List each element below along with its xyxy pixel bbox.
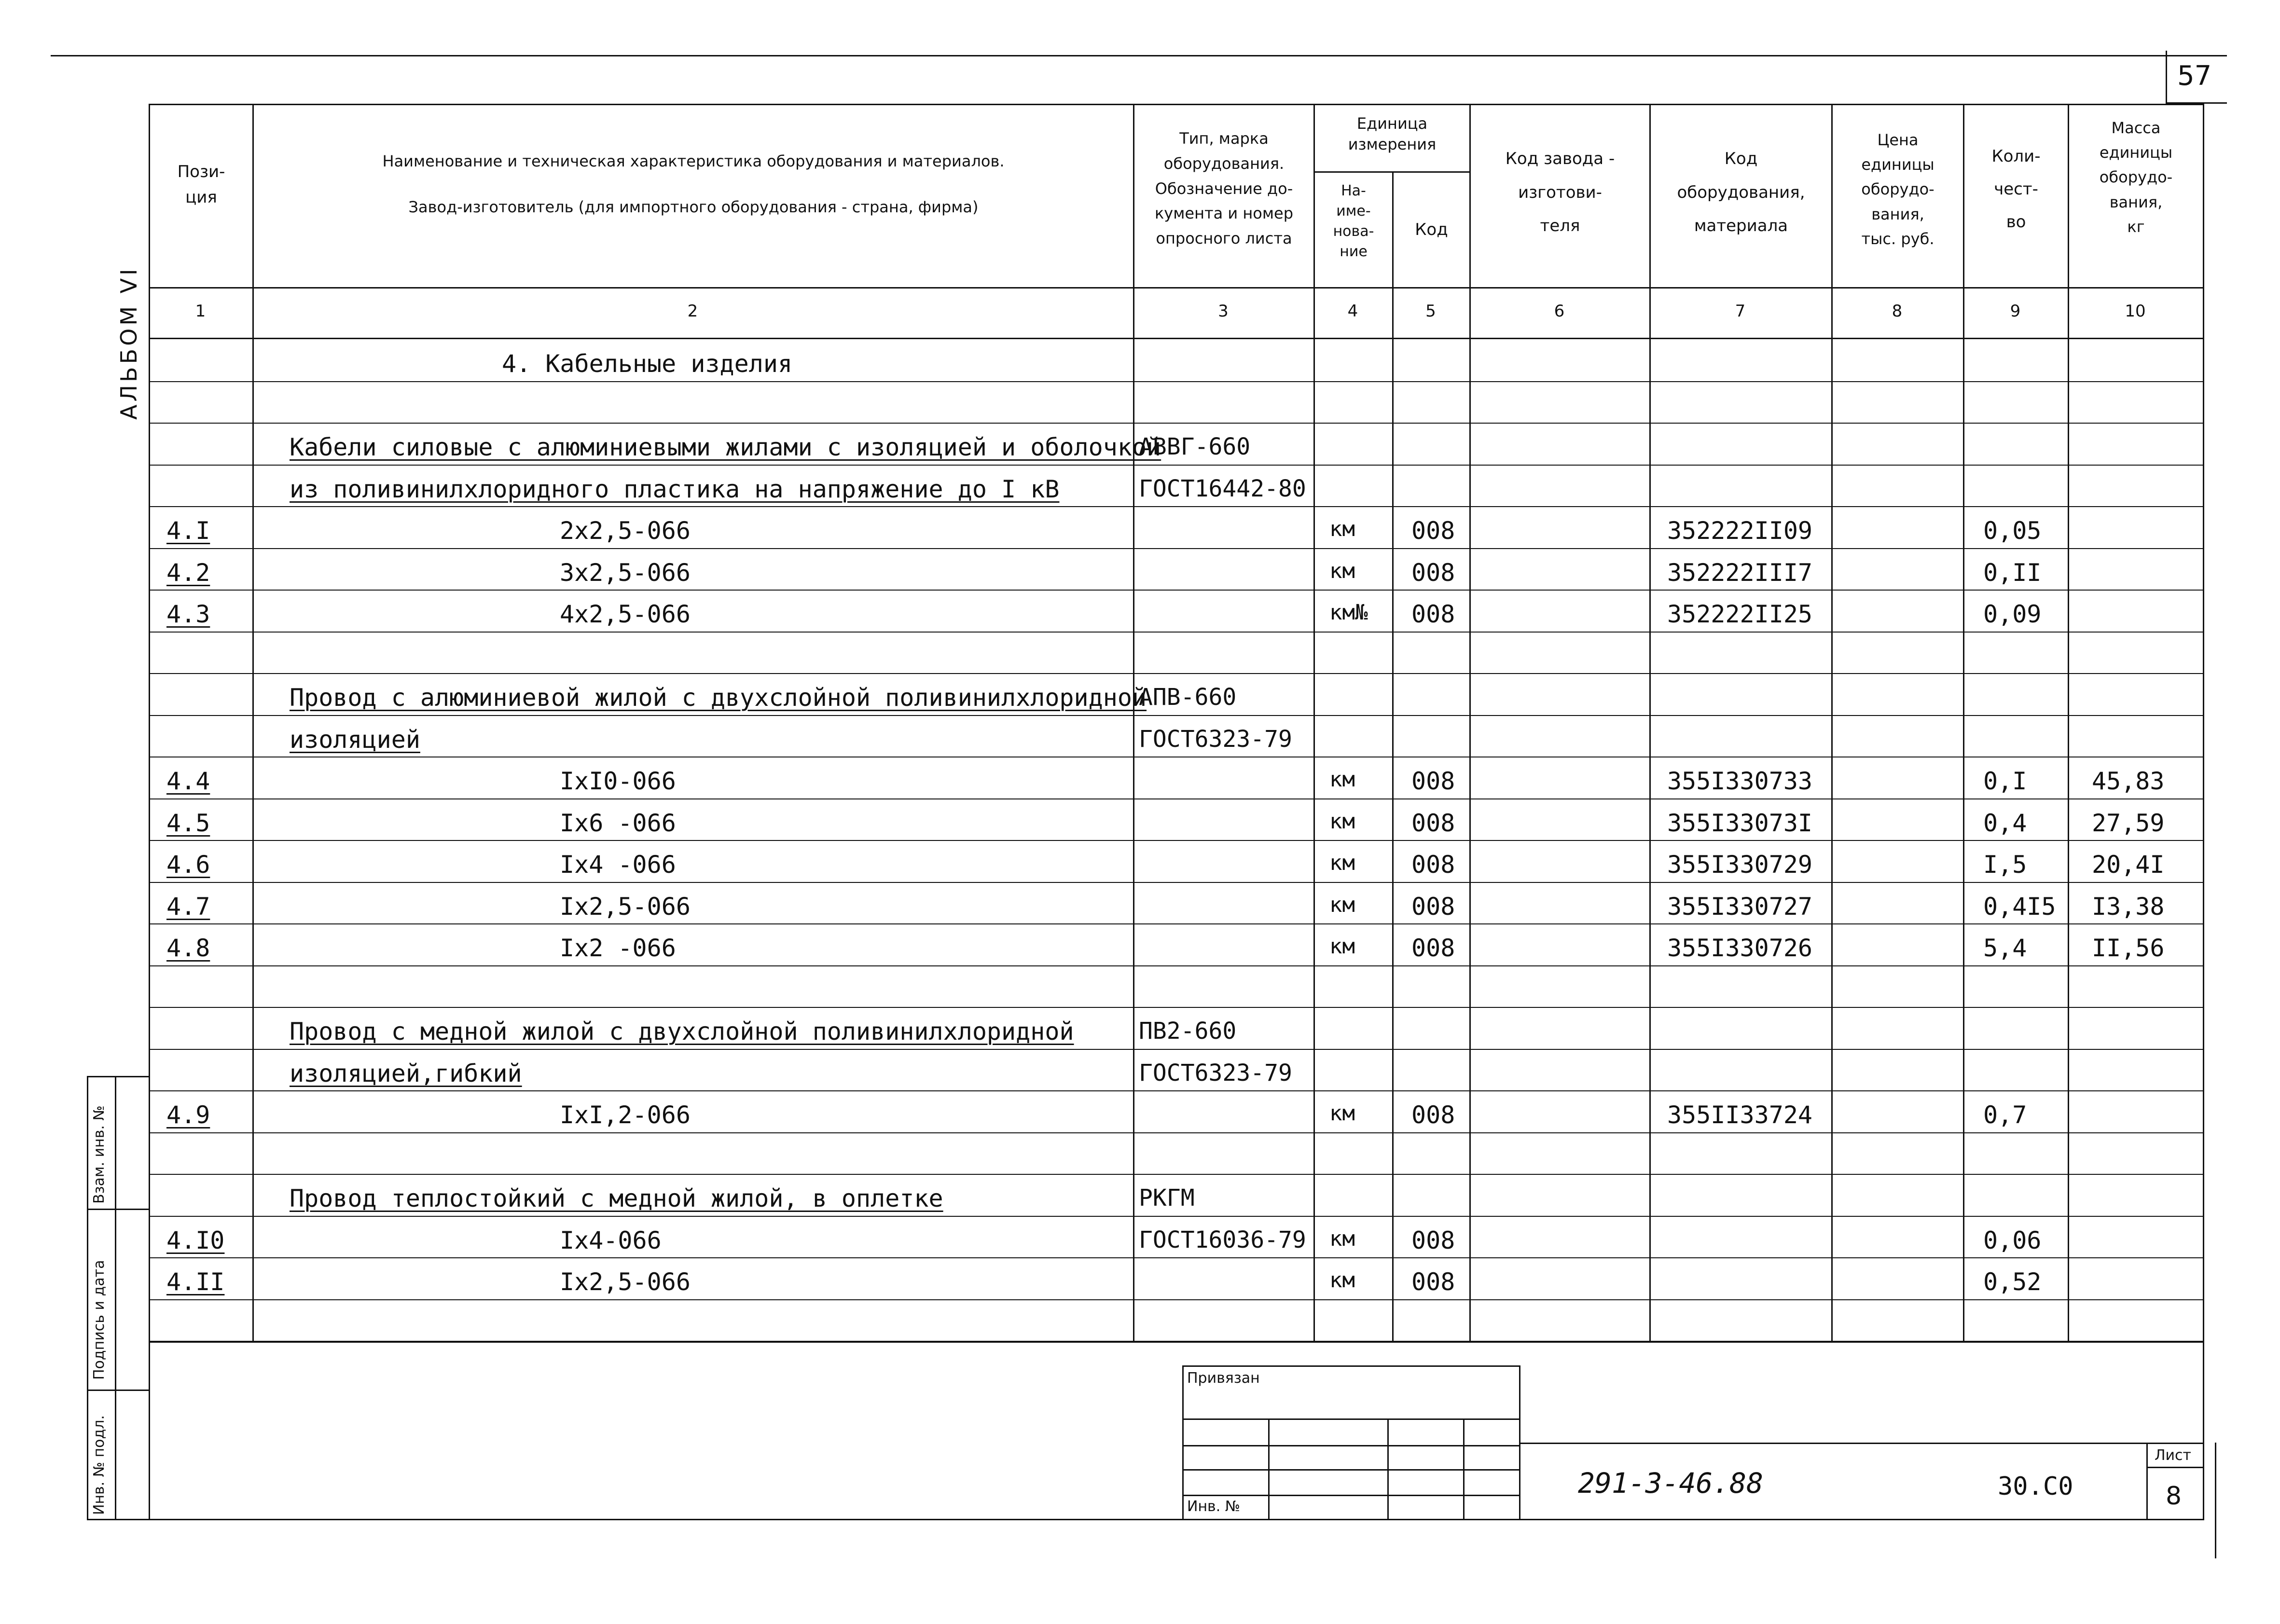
row-name: 3x2,5-066 [560,559,691,587]
row-rule [149,1216,2204,1217]
row-position: 4.2 [166,559,210,587]
page-bottom-rule [149,1519,2204,1520]
row-name: изоляцией,гибкий [290,1060,522,1087]
row-type: ГОСТ16442-80 [1139,475,1306,502]
row-position: 4.9 [166,1101,210,1129]
row-quantity: 0,05 [1983,517,2042,545]
header-type: Тип, марка оборудования. Обозначение до- кумента и номер опросного листа [1154,129,1294,248]
row-unit: км№ [1329,600,1368,625]
row-rule [149,965,2204,966]
margin-strip-div1 [87,1209,150,1210]
row-equipment-code: 355I330729 [1667,851,1813,879]
header-bottom [149,287,2204,289]
row-equipment-code: 355I330727 [1667,893,1813,921]
row-position: 4.8 [166,934,210,962]
privyazan-v2 [1387,1418,1389,1520]
row-name: Ix2,5-066 [560,893,691,921]
row-unit-code: 008 [1411,1268,1455,1296]
header-name-line1: Наименование и техническая характеристика оборудования и материалов. [382,152,1005,170]
row-unit: км [1329,893,1355,917]
header-unit-group: Единица измерения [1348,114,1437,154]
vzam-inv-label: Взам. инв. № [91,1105,108,1204]
row-quantity: 0,09 [1983,600,2042,628]
row-name: Провод с медной жилой с двухслойной поливинилхлоридной [290,1018,1074,1046]
unit-group-rule [1313,171,1471,173]
row-quantity: 0,52 [1983,1268,2042,1296]
page-number-box-left [2166,51,2167,104]
row-unit-code: 008 [1411,893,1455,921]
row-unit: км [1329,767,1355,792]
row-name: Ix2 -066 [560,934,676,962]
column-number: 5 [1425,302,1436,321]
row-equipment-code: 352222III7 [1667,559,1813,587]
column-number: 6 [1554,302,1565,321]
row-unit: км [1329,934,1355,959]
privyazan-top [1182,1365,1520,1367]
document-code: 291-3-46.88 [1578,1467,1764,1500]
row-name: 2x2,5-066 [560,517,691,545]
margin-strip-div2 [87,1390,150,1391]
row-quantity: 0,4I5 [1983,893,2056,921]
colnum-bottom [149,338,2204,339]
row-name: из поливинилхлоридного пластика на напряжение до I кВ [290,475,1060,503]
row-unit-code: 008 [1411,809,1455,837]
row-equipment-code: 352222II09 [1667,517,1813,545]
page-number: 57 [2177,60,2212,92]
row-name: 4. Кабельные изделия [502,350,793,378]
row-name: Ix4-066 [560,1226,662,1254]
signature-date-label: Подпись и дата [91,1260,108,1380]
row-name: Кабели силовые с алюминиевыми жилами с изоляцией и оболочкой [290,433,1161,461]
row-name: Ix2,5-066 [560,1268,691,1296]
row-unit: км [1329,851,1355,875]
row-position: 4.7 [166,893,210,921]
row-unit: км [1329,559,1355,583]
col-line-3 [1313,104,1315,1341]
row-quantity: 5,4 [1983,934,2027,962]
row-rule [149,673,2204,674]
row-rule [149,381,2204,382]
privyazan-v3 [1463,1418,1465,1520]
row-unit-code: 008 [1411,1226,1455,1254]
column-number: 7 [1735,302,1746,321]
table-top [149,104,2204,105]
column-number: 4 [1347,302,1358,321]
row-mass: 20,4I [2092,851,2165,879]
privyazan-rule1 [1182,1418,1520,1420]
privyazan-v1 [1268,1418,1270,1520]
row-equipment-code: 355I33073I [1667,809,1813,837]
margin-strip-top [87,1076,150,1077]
row-unit-code: 008 [1411,1101,1455,1129]
row-position: 4.I [166,517,210,545]
row-rule [149,506,2204,507]
row-rule [149,798,2204,799]
row-type: ГОСТ16036-79 [1139,1226,1306,1253]
inv-podl-label: Инв. № подл. [91,1415,108,1515]
table-right [2203,104,2204,1520]
sheet-box-left [2146,1443,2148,1520]
frame-right-tail [2215,1443,2216,1558]
row-position: 4.II [166,1268,225,1296]
row-equipment-code: 355I330726 [1667,934,1813,962]
column-number: 2 [687,302,698,321]
album-label: АЛЬБОМ VI [116,266,142,420]
sheet-box-rule [2146,1467,2204,1468]
col-line-1 [252,104,254,1341]
header-name-line2: Завод-изготовитель (для импортного оборудования - страна, фирма) [408,198,979,216]
row-position: 4.5 [166,809,210,837]
header-equipment-code: Код оборудования, материала [1677,149,1805,236]
row-name: Провод с алюминиевой жилой с двухслойной поливинилхлоридной [290,684,1147,712]
stamp-main-top [1519,1443,2204,1444]
row-unit-code: 008 [1411,600,1455,628]
row-rule [149,1132,2204,1133]
row-mass: 27,59 [2092,809,2165,837]
sheet-label: Лист [2155,1447,2192,1464]
row-rule [149,1257,2204,1258]
row-quantity: 0,06 [1983,1226,2042,1254]
row-mass: 45,83 [2092,767,2165,795]
col-line-9 [2068,104,2069,1341]
row-type: АПВ-660 [1139,684,1237,711]
row-rule [149,632,2204,633]
header-price: Цена единицы оборудо- вания, тыс. руб. [1861,131,1935,248]
row-quantity: 0,I [1983,767,2027,795]
col-line-5 [1469,104,1471,1341]
row-name: Ix6 -066 [560,809,676,837]
row-unit: км [1329,1101,1355,1126]
row-rule [149,1299,2204,1300]
row-type: РКГМ [1139,1184,1195,1211]
row-unit-code: 008 [1411,767,1455,795]
row-equipment-code: 355II33724 [1667,1101,1813,1129]
row-name: IxI0-066 [560,767,676,795]
row-name: Провод теплостойкий с медной жилой, в оплетке [290,1184,943,1212]
row-quantity: 0,4 [1983,809,2027,837]
row-position: 4.4 [166,767,210,795]
privyazan-label: Привязан [1187,1370,1260,1387]
row-mass: II,56 [2092,934,2165,962]
column-number: 8 [1892,302,1903,321]
row-unit-code: 008 [1411,559,1455,587]
row-quantity: I,5 [1983,851,2027,879]
row-unit: км [1329,1226,1355,1251]
row-unit-code: 008 [1411,517,1455,545]
top-rule [51,55,2227,56]
inv-no-label: Инв. № [1187,1498,1241,1515]
row-name: изоляцией [290,726,420,754]
margin-strip-mid [115,1076,116,1520]
header-unit-code: Код [1415,220,1448,239]
row-rule [149,1174,2204,1175]
row-type: ПВ2-660 [1139,1018,1237,1045]
sheet-number: 8 [2166,1482,2182,1511]
column-number: 1 [195,302,206,321]
row-rule [149,923,2204,924]
row-name: Ix4 -066 [560,851,676,879]
privyazan-rule2 [1182,1445,1520,1446]
privyazan-rule3 [1182,1469,1520,1471]
margin-strip-bottom [87,1519,150,1520]
row-rule [149,1090,2204,1091]
row-type: АВВГ-660 [1139,433,1251,460]
row-equipment-code: 355I330733 [1667,767,1813,795]
row-rule [149,423,2204,424]
row-quantity: 0,II [1983,559,2042,587]
privyazan-rule4 [1182,1495,1520,1496]
row-rule [149,1341,2204,1342]
header-plant-code: Код завода - изготови- теля [1505,149,1615,236]
row-unit-code: 008 [1411,934,1455,962]
privyazan-left [1182,1365,1184,1520]
header-quantity: Коли- чест- во [1991,147,2041,232]
column-number: 9 [2010,302,2021,321]
row-position: 4.I0 [166,1226,225,1254]
row-quantity: 0,7 [1983,1101,2027,1129]
row-rule [149,548,2204,549]
header-position: Пози- ция [177,162,225,207]
row-name: 4x2,5-066 [560,600,691,628]
section-code: 30.С0 [1998,1472,2073,1501]
row-type: ГОСТ6323-79 [1139,1060,1292,1087]
row-name: IxI,2-066 [560,1101,691,1129]
row-equipment-code: 352222II25 [1667,600,1813,628]
col-line-2 [1133,104,1134,1341]
row-rule [149,465,2204,466]
header-mass: Масса единицы оборудо- вания, кг [2099,119,2173,236]
col-line-6 [1649,104,1651,1341]
row-rule [149,1049,2204,1050]
row-unit: км [1329,809,1355,834]
row-unit: км [1329,517,1355,541]
row-rule [149,590,2204,591]
row-rule [149,882,2204,883]
row-position: 4.6 [166,851,210,879]
row-unit: км [1329,1268,1355,1293]
margin-strip-left [87,1076,88,1520]
row-position: 4.3 [166,600,210,628]
column-number: 10 [2125,302,2146,321]
row-rule [149,1007,2204,1008]
col-line-7 [1831,104,1833,1341]
header-unit-name: На- име- нова- ние [1333,182,1374,260]
row-rule [149,715,2204,716]
row-rule [149,840,2204,841]
row-unit-code: 008 [1411,851,1455,879]
row-type: ГОСТ6323-79 [1139,726,1292,753]
column-number: 3 [1218,302,1229,321]
col-line-8 [1963,104,1964,1341]
row-mass: I3,38 [2092,893,2165,921]
